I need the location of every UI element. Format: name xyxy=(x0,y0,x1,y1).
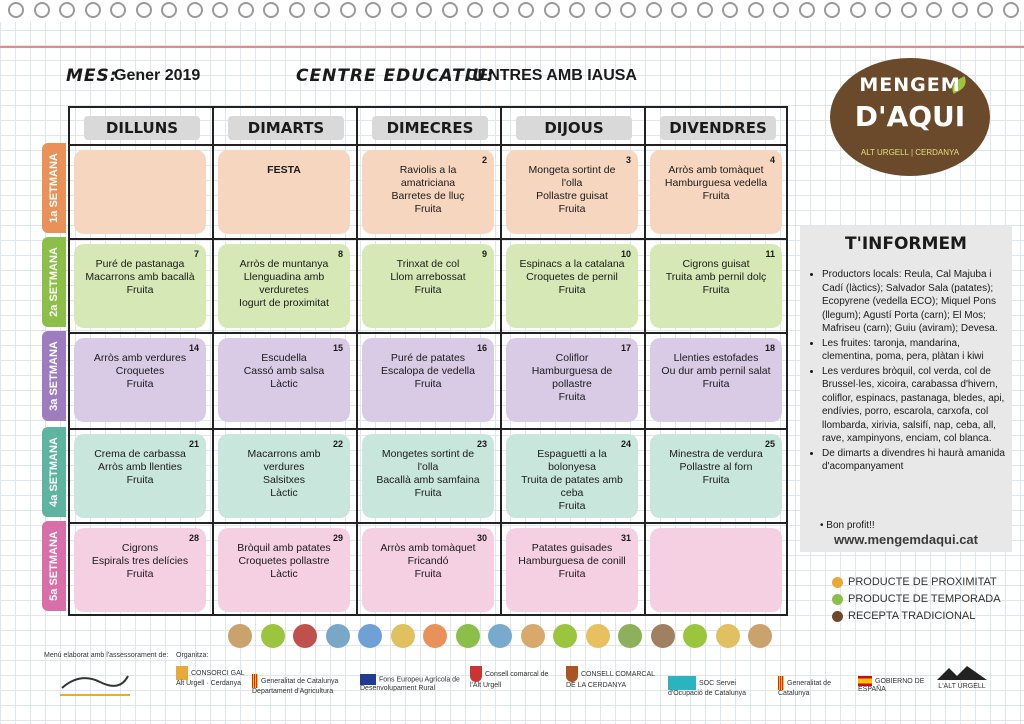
day-number: 18 xyxy=(764,343,775,353)
spiral-ring xyxy=(34,2,50,18)
dish-line: amatriciana xyxy=(400,177,456,189)
dish-line: Croquetes xyxy=(115,365,165,377)
dish-line: Cassó amb salsa xyxy=(243,365,325,377)
dish-line: Escudella xyxy=(261,352,307,364)
menu-day-cell xyxy=(362,338,494,422)
day-number: 3 xyxy=(625,155,631,165)
spiral-ring xyxy=(416,2,432,18)
spiral-ring xyxy=(824,2,840,18)
dish-line: Escalopa de vedella xyxy=(381,365,475,377)
dish-line: Fruita xyxy=(702,190,730,202)
dish-line: Pollastre al forn xyxy=(679,461,753,473)
spiral-ring xyxy=(952,2,968,18)
dish-line: Cigrons xyxy=(121,542,159,554)
organizer-label: Organitza: xyxy=(176,652,209,659)
vegetable-icon xyxy=(391,624,415,648)
dish-line: Arròs amb llenties xyxy=(97,461,183,473)
eco-icon xyxy=(683,624,707,648)
dish-line: Mongeta sortint de xyxy=(528,164,616,176)
menu-day-cell xyxy=(650,244,782,328)
menu-day-cell xyxy=(74,150,206,234)
menu-day-cell xyxy=(362,434,494,518)
school-value: CENTRES AMB IAUSA xyxy=(466,67,637,84)
spiral-ring xyxy=(977,2,993,18)
footer-logo-spain: GOBIERNO DE ESPAÑA xyxy=(858,677,925,693)
menu-day-cell xyxy=(506,434,638,518)
spiral-ring xyxy=(850,2,866,18)
week-tab-4: 4a SETMANA xyxy=(42,427,66,517)
menu-day-cell xyxy=(506,150,638,234)
spiral-ring xyxy=(110,2,126,18)
leaf-icon xyxy=(261,624,285,648)
dish-line: Bacallà amb samfaina xyxy=(376,474,480,486)
dish-line: l'olla xyxy=(561,177,583,189)
dish-line: FESTA xyxy=(267,164,301,176)
info-item: • Les verdures bròquil, col verda, col de Brussel·les, xicoira, carabassa d'hivern, coliflor, espinacs, pastanaga, bledes, api, endívies, porro, escarola, carxofa, col llombarda, xirivia, salsifí, nap, ceba, all, rave, xampinyons, enciam, col blanca. xyxy=(822,365,1006,446)
jar-icon xyxy=(748,624,772,648)
footer-logo-alturgell-mountains: L'ALT URGELL xyxy=(932,666,992,691)
legend-season: PRODUCTE DE TEMPORADA xyxy=(832,593,1001,605)
dish-line: verdures xyxy=(263,461,305,473)
spiral-ring xyxy=(136,2,152,18)
menu-day-cell xyxy=(218,338,350,422)
menu-day-cell xyxy=(650,338,782,422)
day-number: 16 xyxy=(476,343,487,353)
legend-traditional: RECEPTA TRADICIONAL xyxy=(832,610,975,622)
spiral-ring xyxy=(212,2,228,18)
dish-line: Fruita xyxy=(702,474,730,486)
dish-line: Fruita xyxy=(558,391,586,403)
spiral-ring xyxy=(391,2,407,18)
day-number: 7 xyxy=(193,249,199,259)
dish-line: Fruita xyxy=(126,568,154,580)
spiral-ring xyxy=(671,2,687,18)
dish-line: Fruita xyxy=(414,568,442,580)
spiral-ring xyxy=(314,2,330,18)
footer-logo-generalitat: Generalitat de Catalunya xyxy=(778,676,848,698)
dish-line: Puré de pastanaga xyxy=(95,258,185,270)
dish-line: Fruita xyxy=(558,568,586,580)
dish-line: Fruita xyxy=(558,284,586,296)
menu-day-cell xyxy=(74,338,206,422)
dish-line: Fruita xyxy=(414,284,442,296)
day-number: 4 xyxy=(769,155,775,165)
day-number: 25 xyxy=(764,439,775,449)
dish-line: Làctic xyxy=(270,378,298,390)
day-header-tuesday: DIMARTS xyxy=(228,116,344,140)
spiral-ring xyxy=(59,2,75,18)
menu-day-cell xyxy=(650,434,782,518)
menu-day-cell xyxy=(74,244,206,328)
day-number: 28 xyxy=(188,533,199,543)
menu-day-cell xyxy=(218,434,350,518)
day-number: 21 xyxy=(188,439,199,449)
dish-line: Salsitxes xyxy=(262,474,305,486)
dish-line: Truita amb pernil dolç xyxy=(665,271,767,283)
day-number: 11 xyxy=(765,249,775,259)
month-label: MES: xyxy=(66,66,118,86)
dish-line: ceba xyxy=(560,487,584,499)
day-header-monday: DILLUNS xyxy=(84,116,200,140)
day-header-wednesday: DIMECRES xyxy=(372,116,488,140)
dish-line: bolonyesa xyxy=(548,461,596,473)
footer-logo-feader: Fons Europeu Agrícola de Desenvolupament Rural xyxy=(360,674,460,693)
dish-line: Fruita xyxy=(414,487,442,499)
dish-line: Llenties estofades xyxy=(673,352,759,364)
bean-icon xyxy=(618,624,642,648)
meat-icon xyxy=(293,624,317,648)
spiral-ring xyxy=(493,2,509,18)
menu-day-cell xyxy=(506,244,638,328)
day-number: 29 xyxy=(332,533,343,543)
footer-logo-agriculture: Generalitat de Catalunya Departament d'Agricultura xyxy=(252,674,352,696)
dish-line: Raviolis a la xyxy=(399,164,457,176)
dish-line: Fruita xyxy=(558,500,586,512)
day-number: 14 xyxy=(188,343,199,353)
day-number: 22 xyxy=(332,439,343,449)
dish-line: Pollastre guisat xyxy=(536,190,608,202)
spiral-ring xyxy=(875,2,891,18)
spiral-ring xyxy=(595,2,611,18)
website-link[interactable]: www.mengemdaqui.cat xyxy=(834,532,978,547)
dish-line: Fruita xyxy=(126,474,154,486)
dish-line: Fruita xyxy=(126,284,154,296)
spiral-ring xyxy=(85,2,101,18)
spiral-ring xyxy=(901,2,917,18)
dish-line: Puré de patates xyxy=(390,352,466,364)
dish-line: Ou dur amb pernil salat xyxy=(661,365,771,377)
spiral-ring xyxy=(238,2,254,18)
spiral-ring xyxy=(697,2,713,18)
month-value: Gener 2019 xyxy=(114,67,201,84)
spiral-ring xyxy=(161,2,177,18)
week-tab-5: 5a SETMANA xyxy=(42,521,66,611)
footer-logo-soc: SOC Servei d'Ocupació de Catalunya xyxy=(668,676,768,698)
dish-line: Fruita xyxy=(126,378,154,390)
spiral-ring xyxy=(773,2,789,18)
info-title: T'INFORMEM xyxy=(845,234,967,254)
bon-profit-text: • Bon profit!! xyxy=(820,520,875,531)
dish-line: Fruita xyxy=(414,378,442,390)
dish-line: Fricandó xyxy=(407,555,449,567)
footer-logo-gal: CONSORCI GAL Alt Urgell · Cerdanya xyxy=(176,666,246,688)
milk-icon xyxy=(488,624,512,648)
grain-icon xyxy=(228,624,252,648)
bread-icon xyxy=(358,624,382,648)
week-tab-2: 2a SETMANA xyxy=(42,237,66,327)
spiral-binding xyxy=(0,0,1024,22)
spiral-ring xyxy=(187,2,203,18)
footer-logo-alt-urgell: Consell comarcal de l'Alt Urgell xyxy=(470,666,550,690)
food-icons-row xyxy=(228,624,788,650)
day-number: 9 xyxy=(481,249,487,259)
week-tab-3: 3a SETMANA xyxy=(42,331,66,421)
dish-line: Arròs amb verdures xyxy=(93,352,187,364)
day-number: 30 xyxy=(476,533,487,543)
menu-calendar-grid xyxy=(68,106,788,616)
dish-line: Minestra de verdura xyxy=(669,448,763,460)
day-number: 15 xyxy=(332,343,343,353)
menu-day-cell xyxy=(218,150,350,234)
spiral-ring xyxy=(442,2,458,18)
cheese-icon xyxy=(716,624,740,648)
dish-line: Arròs amb tomàquet xyxy=(380,542,476,554)
dish-line: Hamburguesa vedella xyxy=(664,177,768,189)
dish-line: Croquetes de pernil xyxy=(526,271,618,283)
info-item: • Les fruites: taronja, mandarina, clementina, poma, pera, plàtan i kiwi xyxy=(822,337,1006,364)
dish-line: Cigrons guisat xyxy=(682,258,750,270)
menu-day-cell xyxy=(362,528,494,612)
dish-line: Arròs de muntanya xyxy=(239,258,329,270)
dish-line: Espirals tres delícies xyxy=(91,555,189,567)
dish-line: pollastre xyxy=(552,378,592,390)
spiral-ring xyxy=(289,2,305,18)
dish-line: Arròs amb tomàquet xyxy=(668,164,764,176)
dish-line: Barretes de lluç xyxy=(391,190,465,202)
dish-line: Làctic xyxy=(270,487,298,499)
day-header-friday: DIVENDRES xyxy=(660,116,776,140)
dish-line: Macarrons amb xyxy=(247,448,321,460)
dish-line: Fruita xyxy=(414,203,442,215)
legend-proximity: PRODUCTE DE PROXIMITAT xyxy=(832,576,997,588)
dish-line: Truita de patates amb xyxy=(521,474,623,486)
carrot-icon xyxy=(423,624,447,648)
day-number: 24 xyxy=(620,439,631,449)
chicken-icon xyxy=(521,624,545,648)
header-rule xyxy=(0,46,1024,48)
dish-line: Hamburguesa de conill xyxy=(518,555,626,567)
info-list xyxy=(808,268,1006,475)
advisor-logo xyxy=(60,668,130,696)
dish-line: Llom arrebossat xyxy=(390,271,466,283)
spiral-ring xyxy=(340,2,356,18)
spiral-ring xyxy=(620,2,636,18)
dish-line: Llenguadina amb xyxy=(243,271,325,283)
menu-day-cell xyxy=(650,528,782,612)
spiral-ring xyxy=(799,2,815,18)
mengem-daqui-logo: MENGEM D'AQUI ALT URGELL | CERDANYA xyxy=(830,58,990,176)
dish-line: Làctic xyxy=(270,568,298,580)
dish-line: Mongetes sortint de xyxy=(381,448,475,460)
menu-day-cell xyxy=(506,338,638,422)
menu-day-cell xyxy=(218,528,350,612)
dish-line: Hamburguesa de xyxy=(531,365,613,377)
day-number: 8 xyxy=(337,249,343,259)
dish-line: Fruita xyxy=(558,203,586,215)
dish-line: Fruita xyxy=(702,284,730,296)
dish-line: l'olla xyxy=(417,461,439,473)
dish-line: Coliflor xyxy=(555,352,589,364)
day-number: 2 xyxy=(481,155,487,165)
dish-line: verduretes xyxy=(259,284,309,296)
spiral-ring xyxy=(263,2,279,18)
menu-day-cell xyxy=(74,528,206,612)
footer-logo-cerdanya: CONSELL COMARCAL DE LA CERDANYA xyxy=(566,666,656,690)
dish-line: Patates guisades xyxy=(531,542,613,554)
menu-day-cell xyxy=(362,150,494,234)
day-header-thursday: DIJOUS xyxy=(516,116,632,140)
info-item: • Productors locals: Reula, Cal Majuba i Cadí (làctics); Salvador Sala (patates); Ecopyrene (vedella ECO); Miquel Pons (llegum); Agustí Porta (carn); El Mos; Mafriseu (carn); Guiu (aviram); Devesa. xyxy=(822,268,1006,336)
spiral-ring xyxy=(365,2,381,18)
menu-day-cell xyxy=(362,244,494,328)
day-number: 31 xyxy=(620,533,631,543)
spiral-ring xyxy=(569,2,585,18)
spiral-ring xyxy=(518,2,534,18)
dish-line: Macarrons amb bacallà xyxy=(85,271,195,283)
spiral-ring xyxy=(748,2,764,18)
dish-line: Trinxat de col xyxy=(396,258,460,270)
dish-line: Espaguetti a la xyxy=(537,448,607,460)
day-number: 10 xyxy=(620,249,631,259)
spiral-ring xyxy=(1003,2,1019,18)
day-number: 17 xyxy=(620,343,631,353)
egg-icon xyxy=(586,624,610,648)
dish-line: Bròquil amb patates xyxy=(237,542,331,554)
dish-line: Crema de carbassa xyxy=(94,448,186,460)
info-item: • De dimarts a divendres hi haurà amanida d'acompanyament xyxy=(822,447,1006,474)
dish-line: Espinacs a la catalana xyxy=(519,258,625,270)
bottle-icon xyxy=(456,624,480,648)
info-panel xyxy=(800,226,1012,552)
spiral-ring xyxy=(722,2,738,18)
dish-line: Croquetes pollastre xyxy=(238,555,330,567)
menu-day-cell xyxy=(506,528,638,612)
day-number: 23 xyxy=(476,439,487,449)
spiral-ring xyxy=(646,2,662,18)
dish-line: Fruita xyxy=(702,378,730,390)
dish-line: Iogurt de proximitat xyxy=(239,297,329,309)
fish-icon xyxy=(326,624,350,648)
nut-icon xyxy=(651,624,675,648)
spiral-ring xyxy=(8,2,24,18)
spiral-ring xyxy=(544,2,560,18)
spiral-ring xyxy=(926,2,942,18)
menu-day-cell xyxy=(650,150,782,234)
menu-day-cell xyxy=(74,434,206,518)
spiral-ring xyxy=(467,2,483,18)
advisor-label: Menú elaborat amb l'assessorament de: xyxy=(44,652,169,659)
school-label: CENTRE EDUCATIU: xyxy=(296,66,495,86)
apple-icon xyxy=(553,624,577,648)
menu-day-cell xyxy=(218,244,350,328)
week-tab-1: 1a SETMANA xyxy=(42,143,66,233)
